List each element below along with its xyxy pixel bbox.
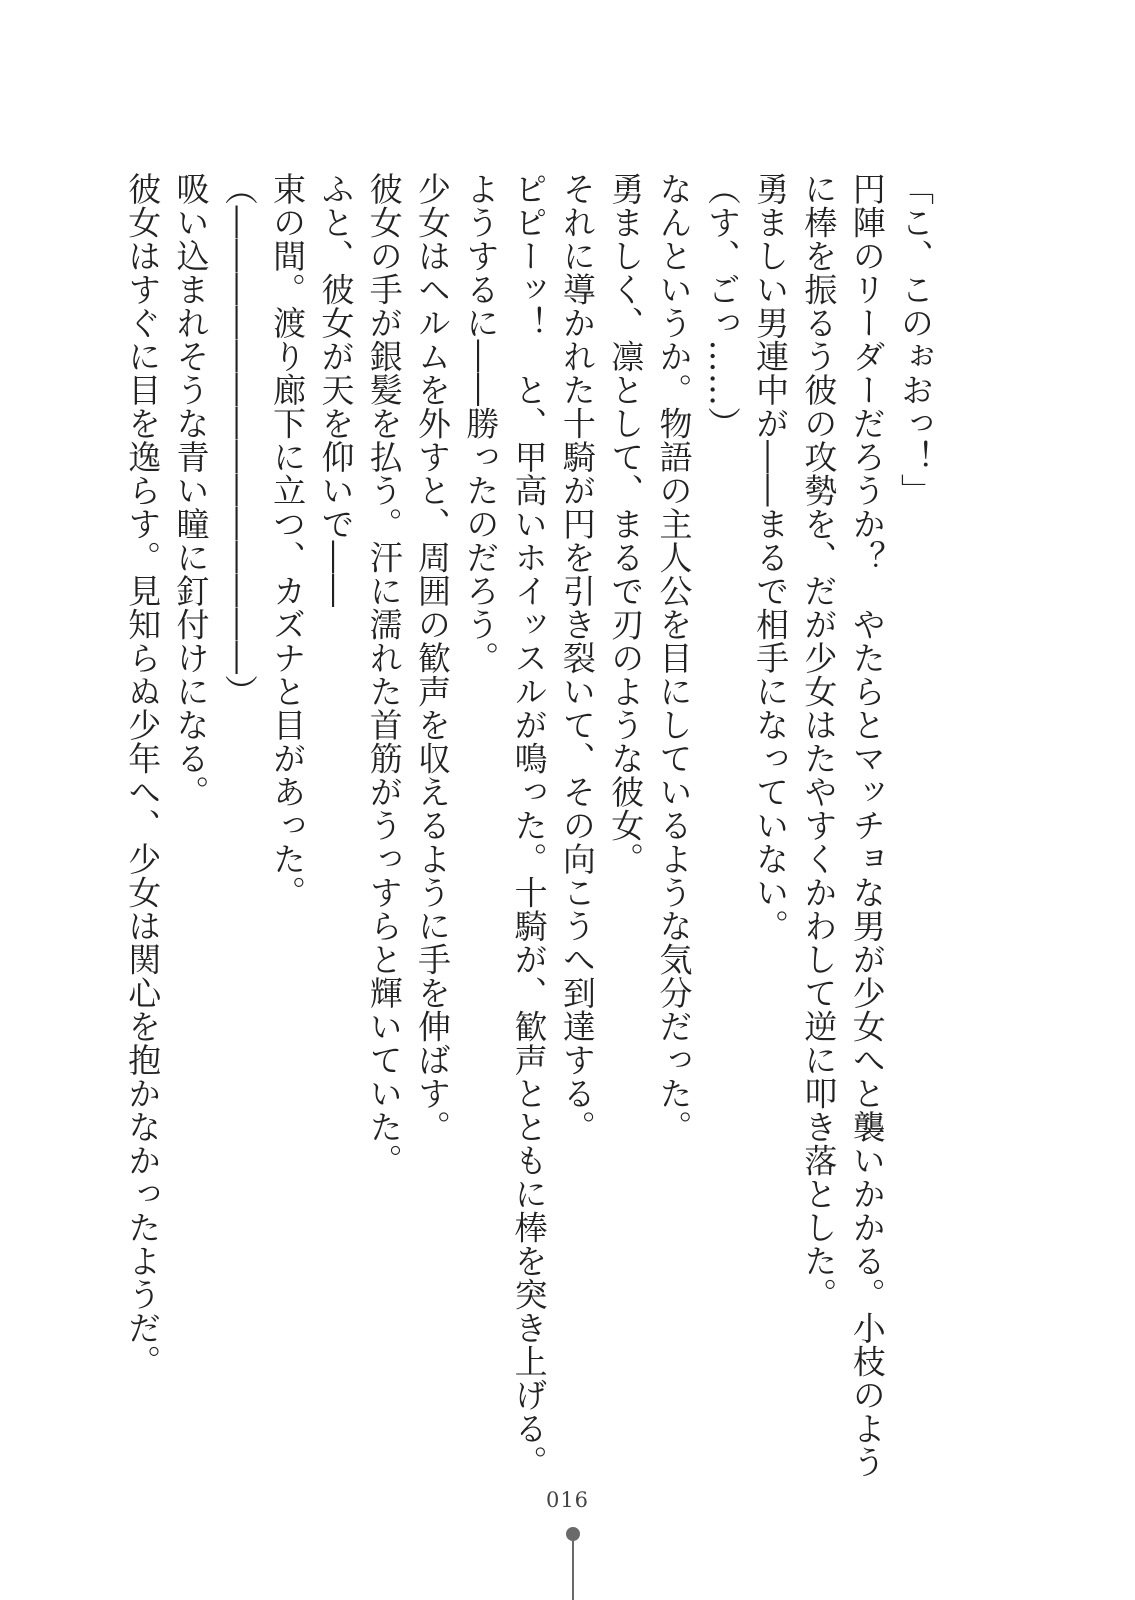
page-number: 016 <box>545 1488 590 1512</box>
text-line: 「こ、このぉおっ！」 <box>896 172 935 507</box>
text-line: （――――――――――――――） <box>219 172 259 708</box>
text-line: ピピーッ！ と、甲高いホイッスルが鳴った。十騎が、歓声とともに棒を突き上げる。 <box>509 172 549 1479</box>
text-line: 勇ましい男連中が――まるで相手になっていない。 <box>751 172 791 943</box>
text-line: に棒を振るう彼の攻勢を、だが少女はたやすくかわして逆に叩き落とした。 <box>799 172 839 1311</box>
text-line: 円陣のリーダーだろうか？ やたらとマッチョな男が少女へと襲いかかる。小枝のよう <box>847 172 887 1479</box>
page-marker-line <box>572 1540 574 1600</box>
text-line: なんというか。物語の主人公を目にしているような気分だった。 <box>654 172 694 1144</box>
text-line: 彼女の手が銀髪を払う。汗に濡れた首筋がうっすらと輝いていた。 <box>364 172 404 1177</box>
page-marker-dot <box>566 1527 580 1541</box>
text-line: 少女はヘルムを外すと、周囲の歓声を収えるように手を伸ばす。 <box>413 172 453 1144</box>
text-line: 彼女はすぐに目を逸らす。見知らぬ少年へ、少女は関心を抱かなかったようだ。 <box>123 172 163 1378</box>
text-line: （す、ごっ……） <box>702 172 742 440</box>
text-line: それに導かれた十騎が円を引き裂いて、その向こうへ到達する。 <box>557 172 597 1144</box>
text-line: 束の間。渡り廊下に立つ、カズナと目があった。 <box>268 172 308 909</box>
text-line: ふと、彼女が天を仰いで―― <box>316 172 356 608</box>
text-line: 勇ましく、凛として、まるで刃のような彼女。 <box>606 172 646 876</box>
text-line: ようするに――勝ったのだろう。 <box>461 172 501 675</box>
vertical-body-text <box>118 172 939 1479</box>
text-line: 吸い込まれそうな青い瞳に釘付けになる。 <box>171 172 211 809</box>
